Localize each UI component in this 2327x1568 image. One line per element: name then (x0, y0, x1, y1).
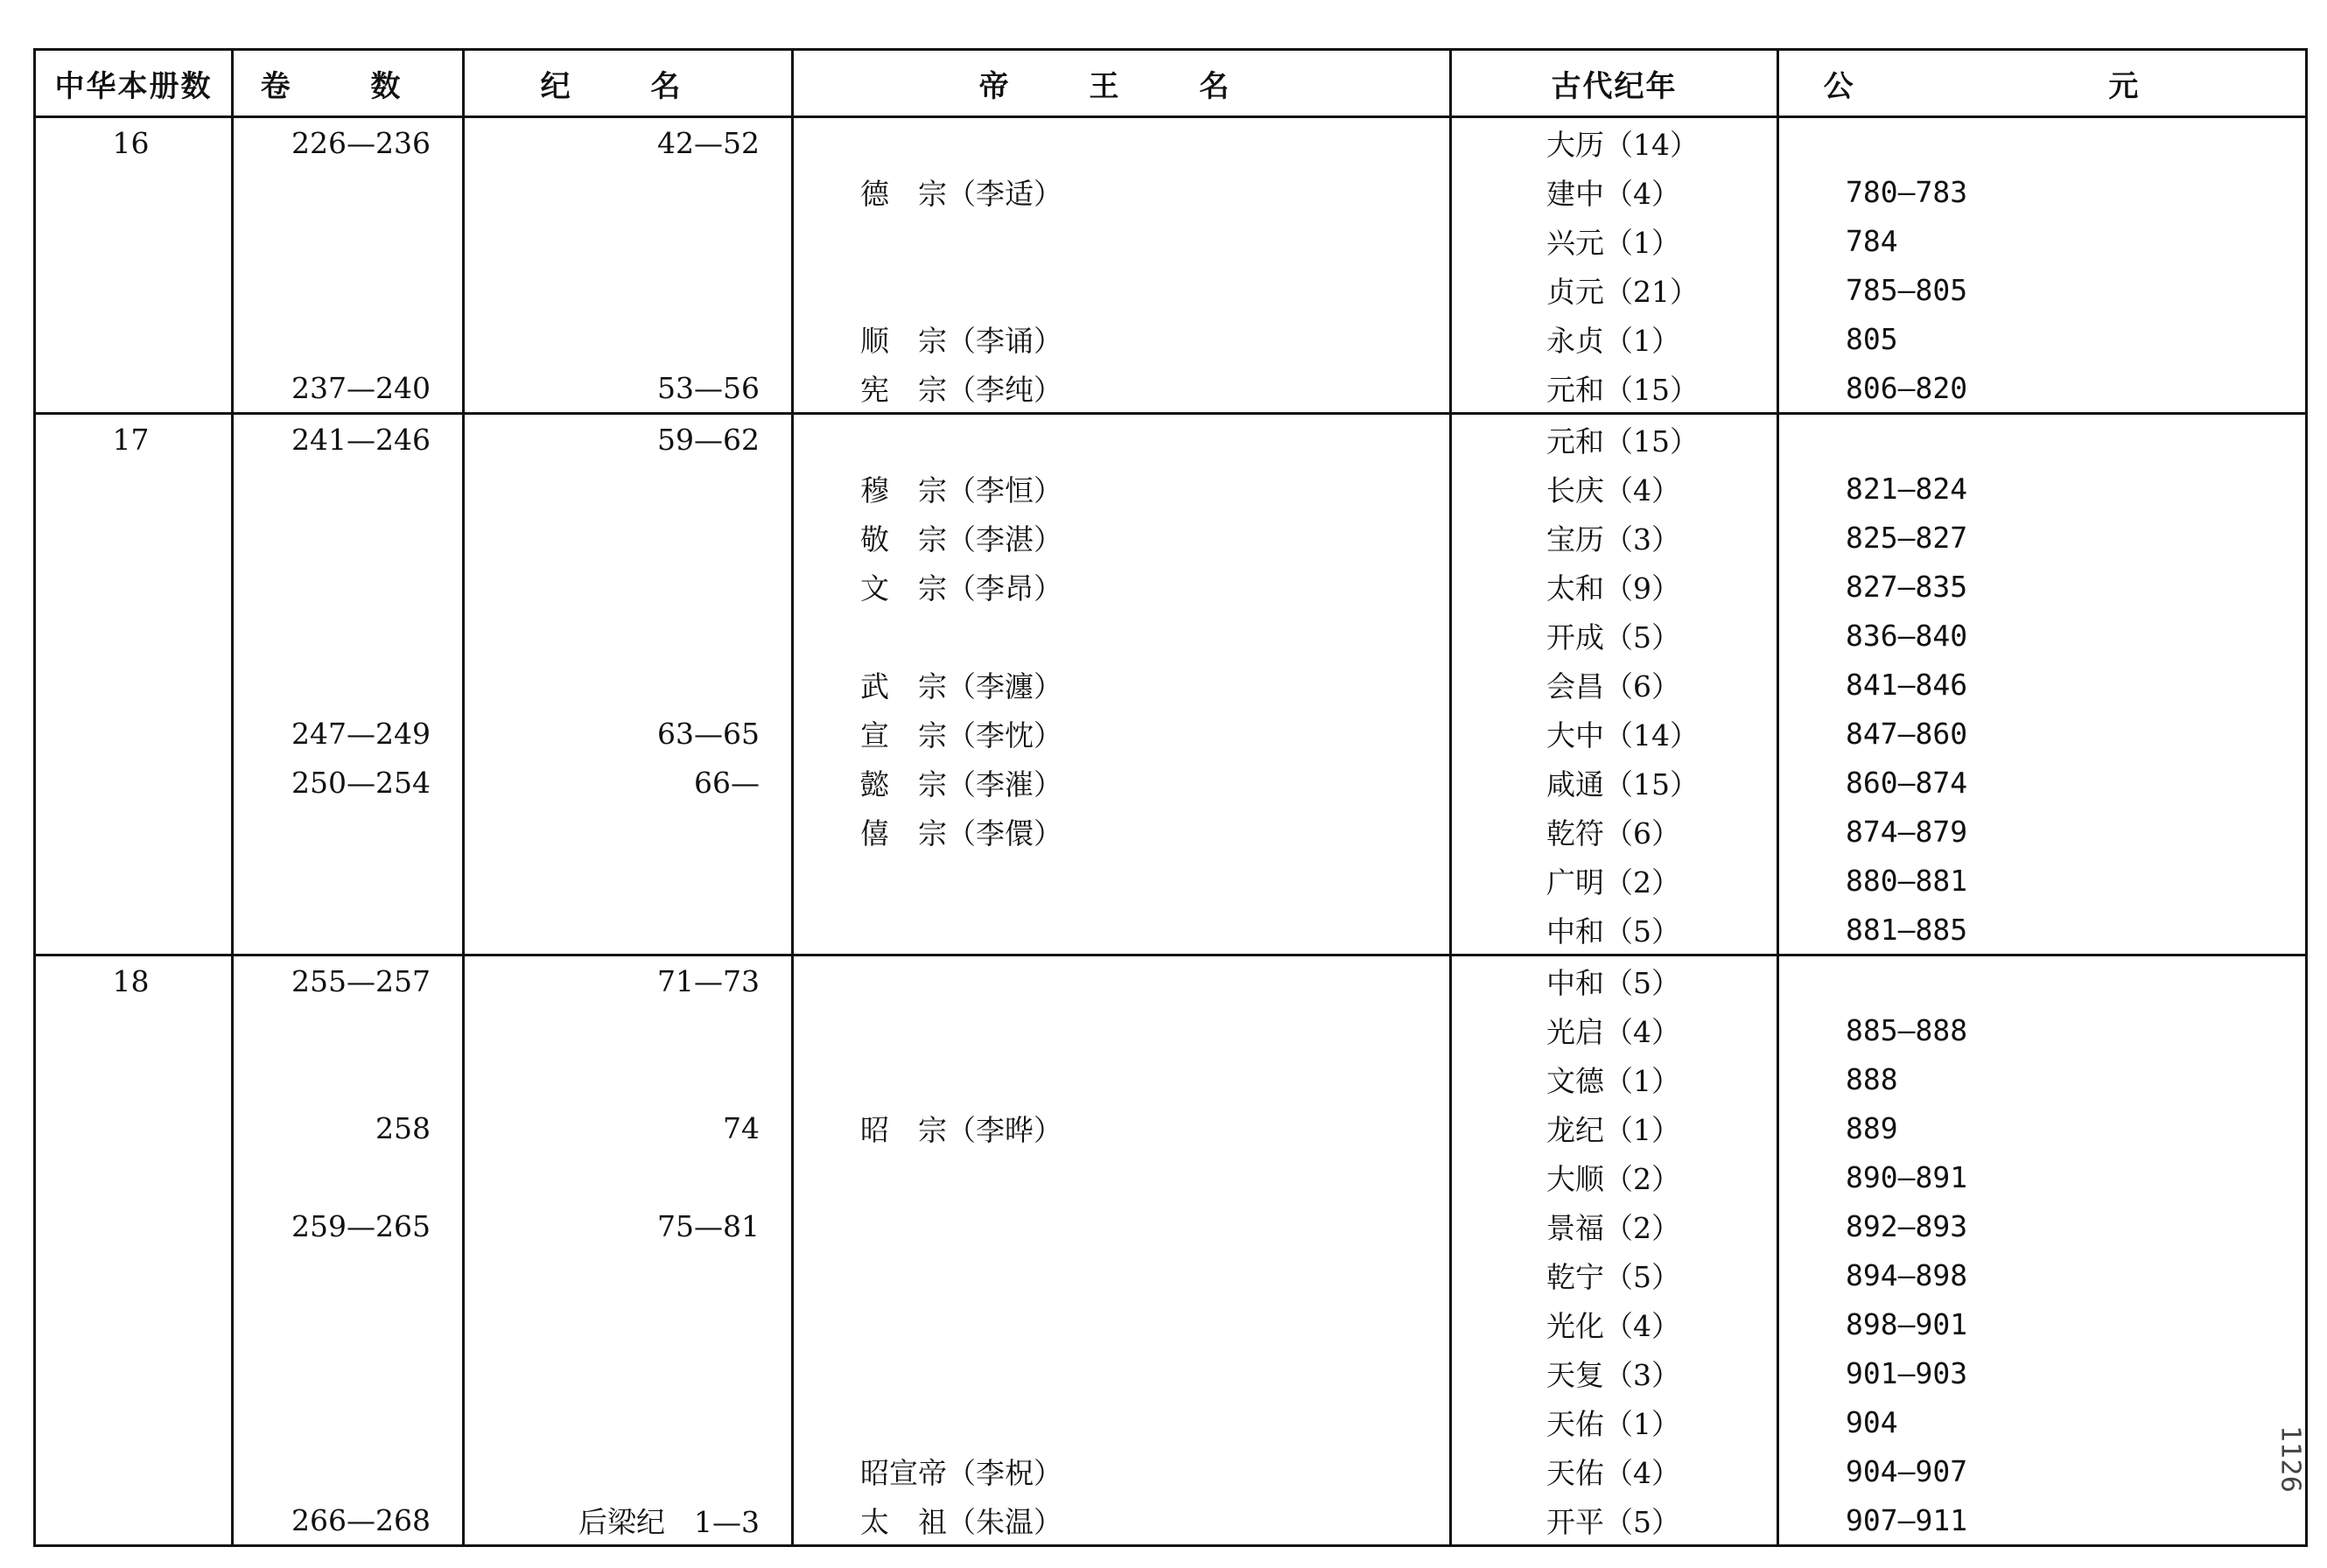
table-row (35, 856, 2307, 905)
ce-cell: 847—860 (1778, 709, 2307, 758)
ce-cell: 894—898 (1778, 1250, 2307, 1299)
era-cell: 大历（14） (1451, 117, 1778, 168)
table-row (35, 1397, 2307, 1446)
era-cell: 大中（14） (1451, 709, 1778, 758)
juan-cell (233, 856, 464, 905)
ji-cell: 59—62 (464, 414, 793, 465)
emperor-cell (793, 414, 1451, 465)
era-cell: 长庆（4） (1451, 464, 1778, 513)
table-row (35, 363, 2307, 414)
juan-cell (233, 265, 464, 314)
header-emperor: 帝 王 名 (793, 50, 1451, 117)
juan-cell: 259—265 (233, 1201, 464, 1250)
volume-cell (35, 265, 233, 314)
era-cell: 元和（15） (1451, 414, 1778, 465)
table-row (35, 314, 2307, 363)
table-row (35, 709, 2307, 758)
emperor-cell: 懿 宗（李漼） (793, 758, 1451, 807)
emperor-cell: 太 祖（朱温） (793, 1495, 1451, 1546)
emperor-cell (793, 856, 1451, 905)
emperor-cell: 德 宗（李适） (793, 167, 1451, 216)
era-cell: 太和（9） (1451, 562, 1778, 611)
chronology-table (33, 48, 2308, 1547)
table-row (35, 1005, 2307, 1054)
ji-cell (464, 216, 793, 265)
ji-cell (464, 1250, 793, 1299)
table-row (35, 414, 2307, 465)
ce-cell: 892—893 (1778, 1201, 2307, 1250)
ce-cell: 785—805 (1778, 265, 2307, 314)
table-row (35, 758, 2307, 807)
ji-cell (464, 660, 793, 709)
header-era: 古代纪年 (1451, 50, 1778, 117)
emperor-cell (793, 265, 1451, 314)
ji-cell (464, 611, 793, 660)
emperor-cell (793, 905, 1451, 956)
volume-cell (35, 1250, 233, 1299)
ji-cell: 71—73 (464, 956, 793, 1006)
juan-cell (233, 513, 464, 562)
juan-cell (233, 1152, 464, 1201)
volume-cell (35, 1495, 233, 1546)
ce-cell: 881—885 (1778, 905, 2307, 956)
juan-cell: 255—257 (233, 956, 464, 1006)
table-row (35, 464, 2307, 513)
table-body (35, 117, 2307, 1546)
era-cell: 兴元（1） (1451, 216, 1778, 265)
ce-cell: 821—824 (1778, 464, 2307, 513)
emperor-cell (793, 1299, 1451, 1348)
juan-cell (233, 1397, 464, 1446)
ji-cell (464, 513, 793, 562)
era-cell: 文德（1） (1451, 1054, 1778, 1103)
volume-cell (35, 1152, 233, 1201)
volume-cell (35, 167, 233, 216)
ji-cell: 53—56 (464, 363, 793, 414)
volume-cell (35, 1299, 233, 1348)
era-cell: 天佑（4） (1451, 1446, 1778, 1495)
ji-cell (464, 1299, 793, 1348)
table-row (35, 660, 2307, 709)
juan-cell: 247—249 (233, 709, 464, 758)
era-cell: 乾符（6） (1451, 807, 1778, 856)
ce-cell: 780—783 (1778, 167, 2307, 216)
volume-cell (35, 1005, 233, 1054)
ce-cell: 805 (1778, 314, 2307, 363)
volume-cell (35, 660, 233, 709)
era-cell: 开成（5） (1451, 611, 1778, 660)
ce-cell: 836—840 (1778, 611, 2307, 660)
volume-cell: 17 (35, 414, 233, 465)
header-ji: 纪 名 (464, 50, 793, 117)
table-row (35, 1299, 2307, 1348)
era-cell: 建中（4） (1451, 167, 1778, 216)
era-cell: 广明（2） (1451, 856, 1778, 905)
ce-cell: 860—874 (1778, 758, 2307, 807)
volume-cell (35, 1103, 233, 1152)
ji-cell (464, 1446, 793, 1495)
ji-cell (464, 1005, 793, 1054)
juan-cell: 258 (233, 1103, 464, 1152)
juan-cell (233, 1005, 464, 1054)
era-cell: 元和（15） (1451, 363, 1778, 414)
ji-cell (464, 265, 793, 314)
ji-cell (464, 1152, 793, 1201)
ji-cell: 66— (464, 758, 793, 807)
ji-cell (464, 807, 793, 856)
header-volume: 中华本册数 (35, 50, 233, 117)
emperor-cell: 僖 宗（李儇） (793, 807, 1451, 856)
ji-cell (464, 314, 793, 363)
juan-cell (233, 1054, 464, 1103)
ji-cell (464, 562, 793, 611)
table-row (35, 1152, 2307, 1201)
juan-cell (233, 167, 464, 216)
era-cell: 宝历（3） (1451, 513, 1778, 562)
header-row (35, 50, 2307, 117)
juan-cell: 237—240 (233, 363, 464, 414)
juan-cell (233, 314, 464, 363)
ji-cell: 74 (464, 1103, 793, 1152)
ce-cell: 825—827 (1778, 513, 2307, 562)
ce-cell: 880—881 (1778, 856, 2307, 905)
emperor-cell: 敬 宗（李湛） (793, 513, 1451, 562)
ji-cell (464, 167, 793, 216)
ji-cell: 后梁纪 1—3 (464, 1495, 793, 1546)
juan-cell (233, 660, 464, 709)
volume-cell (35, 464, 233, 513)
ce-cell: 888 (1778, 1054, 2307, 1103)
volume-cell (35, 1201, 233, 1250)
era-cell: 天复（3） (1451, 1348, 1778, 1397)
juan-cell (233, 464, 464, 513)
table-row (35, 216, 2307, 265)
emperor-cell (793, 216, 1451, 265)
era-cell: 光启（4） (1451, 1005, 1778, 1054)
era-cell: 天佑（1） (1451, 1397, 1778, 1446)
volume-cell (35, 314, 233, 363)
table-row (35, 1446, 2307, 1495)
era-cell: 会昌（6） (1451, 660, 1778, 709)
ji-cell: 42—52 (464, 117, 793, 168)
ce-cell: 874—879 (1778, 807, 2307, 856)
ce-cell: 806—820 (1778, 363, 2307, 414)
page-number: 1126 (2274, 1425, 2306, 1493)
ce-cell: 784 (1778, 216, 2307, 265)
emperor-cell: 宪 宗（李纯） (793, 363, 1451, 414)
table-row (35, 1348, 2307, 1397)
ce-cell: 889 (1778, 1103, 2307, 1152)
table-row (35, 611, 2307, 660)
volume-cell (35, 562, 233, 611)
volume-cell (35, 856, 233, 905)
era-cell: 咸通（15） (1451, 758, 1778, 807)
juan-cell (233, 611, 464, 660)
ce-cell: 904—907 (1778, 1446, 2307, 1495)
emperor-cell: 武 宗（李瀍） (793, 660, 1451, 709)
table-row (35, 265, 2307, 314)
ce-cell: 890—891 (1778, 1152, 2307, 1201)
ce-cell (1778, 117, 2307, 168)
table-row (35, 1250, 2307, 1299)
emperor-cell: 文 宗（李昂） (793, 562, 1451, 611)
ji-cell (464, 464, 793, 513)
table-row (35, 117, 2307, 168)
juan-cell (233, 1299, 464, 1348)
chronology-sheet (33, 48, 2305, 1542)
juan-cell: 226—236 (233, 117, 464, 168)
era-cell: 龙纪（1） (1451, 1103, 1778, 1152)
emperor-cell (793, 1054, 1451, 1103)
volume-cell: 18 (35, 956, 233, 1006)
emperor-cell (793, 611, 1451, 660)
volume-cell (35, 709, 233, 758)
volume-cell (35, 905, 233, 956)
table-row (35, 1495, 2307, 1546)
header-ce: 公 元 (1778, 50, 2307, 117)
table-row (35, 513, 2307, 562)
juan-cell: 266—268 (233, 1495, 464, 1546)
juan-cell: 250—254 (233, 758, 464, 807)
era-cell: 开平（5） (1451, 1495, 1778, 1546)
emperor-cell (793, 1005, 1451, 1054)
volume-cell: 16 (35, 117, 233, 168)
volume-cell (35, 216, 233, 265)
ce-cell: 898—901 (1778, 1299, 2307, 1348)
emperor-cell: 顺 宗（李诵） (793, 314, 1451, 363)
emperor-cell: 穆 宗（李恒） (793, 464, 1451, 513)
ce-cell: 901—903 (1778, 1348, 2307, 1397)
volume-cell (35, 611, 233, 660)
emperor-cell (793, 1348, 1451, 1397)
emperor-cell (793, 956, 1451, 1006)
table-row (35, 1103, 2307, 1152)
volume-cell (35, 1054, 233, 1103)
volume-cell (35, 363, 233, 414)
juan-cell (233, 216, 464, 265)
era-cell: 景福（2） (1451, 1201, 1778, 1250)
table-row (35, 956, 2307, 1006)
juan-cell (233, 905, 464, 956)
volume-cell (35, 807, 233, 856)
volume-cell (35, 1397, 233, 1446)
ji-cell (464, 1348, 793, 1397)
juan-cell (233, 1446, 464, 1495)
emperor-cell (793, 117, 1451, 168)
juan-cell (233, 1250, 464, 1299)
emperor-cell (793, 1397, 1451, 1446)
ce-cell: 904 (1778, 1397, 2307, 1446)
table-row (35, 905, 2307, 956)
ce-cell: 885—888 (1778, 1005, 2307, 1054)
era-cell: 光化（4） (1451, 1299, 1778, 1348)
ji-cell: 63—65 (464, 709, 793, 758)
table-row (35, 167, 2307, 216)
volume-cell (35, 1446, 233, 1495)
ji-cell: 75—81 (464, 1201, 793, 1250)
volume-cell (35, 758, 233, 807)
era-cell: 贞元（21） (1451, 265, 1778, 314)
era-cell: 中和（5） (1451, 905, 1778, 956)
era-cell: 永贞（1） (1451, 314, 1778, 363)
era-cell: 中和（5） (1451, 956, 1778, 1006)
ce-cell: 841—846 (1778, 660, 2307, 709)
ce-cell: 827—835 (1778, 562, 2307, 611)
ce-cell (1778, 956, 2307, 1006)
volume-cell (35, 1348, 233, 1397)
juan-cell (233, 1348, 464, 1397)
era-cell: 乾宁（5） (1451, 1250, 1778, 1299)
table-row (35, 562, 2307, 611)
ji-cell (464, 1054, 793, 1103)
juan-cell (233, 562, 464, 611)
ji-cell (464, 1397, 793, 1446)
ce-cell: 907—911 (1778, 1495, 2307, 1546)
juan-cell (233, 807, 464, 856)
ji-cell (464, 856, 793, 905)
emperor-cell: 昭 宗（李晔） (793, 1103, 1451, 1152)
table-row (35, 1054, 2307, 1103)
table-row (35, 1201, 2307, 1250)
emperor-cell (793, 1250, 1451, 1299)
table-row (35, 807, 2307, 856)
emperor-cell: 昭宣帝（李柷） (793, 1446, 1451, 1495)
ji-cell (464, 905, 793, 956)
emperor-cell: 宣 宗（李忱） (793, 709, 1451, 758)
emperor-cell (793, 1201, 1451, 1250)
volume-cell (35, 513, 233, 562)
emperor-cell (793, 1152, 1451, 1201)
ce-cell (1778, 414, 2307, 465)
era-cell: 大顺（2） (1451, 1152, 1778, 1201)
juan-cell: 241—246 (233, 414, 464, 465)
header-juan: 卷 数 (233, 50, 464, 117)
